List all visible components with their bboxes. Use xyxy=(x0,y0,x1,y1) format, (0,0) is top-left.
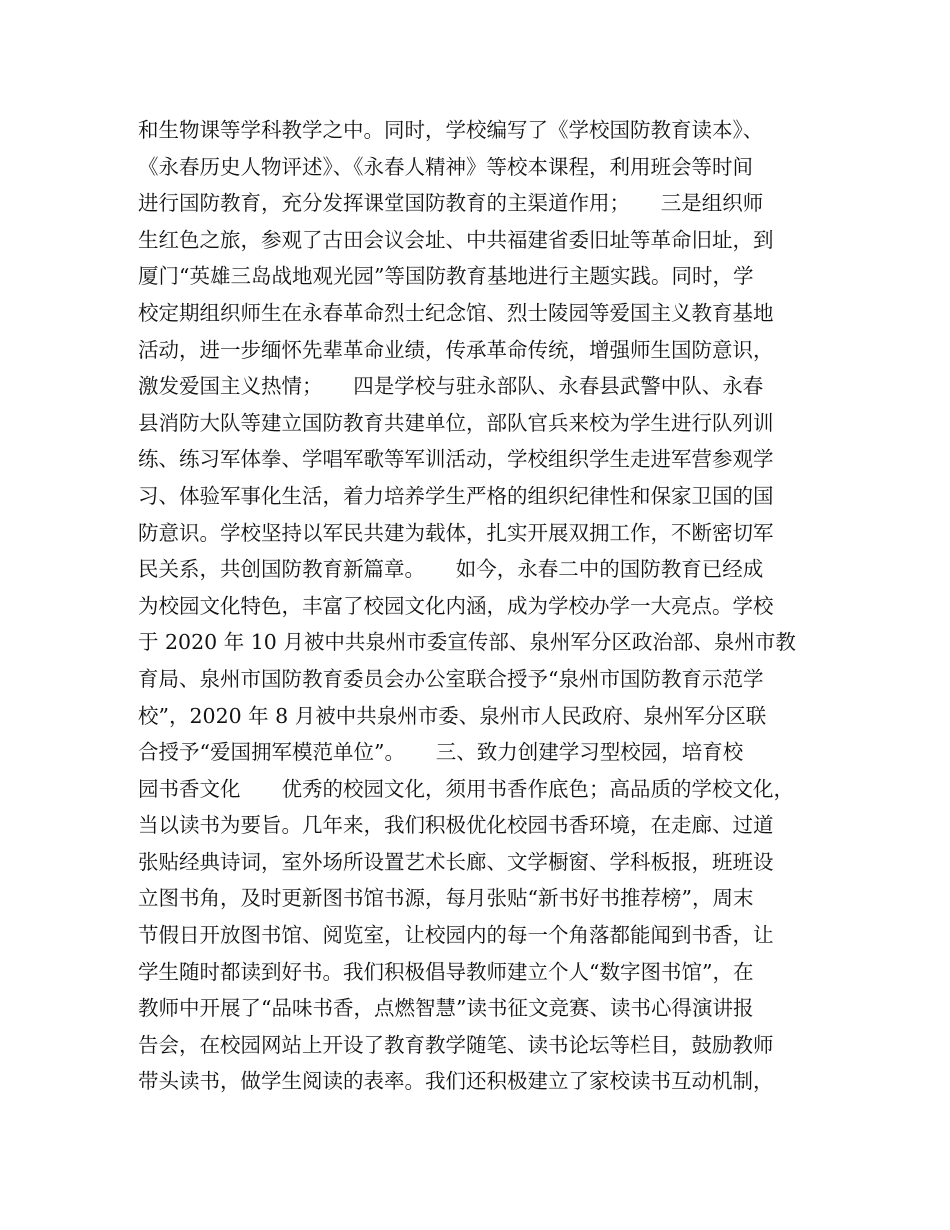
text-line: 县消防大队等建立国防教育共建单位，部队官兵来校为学生进行队列训 xyxy=(138,410,774,435)
text-line: 生红色之旅，参观了古田会议会址、中共福建省委旧址等革命旧址，到 xyxy=(138,227,774,252)
text-line: 告会，在校园网站上开设了教育教学随笔、读书论坛等栏目，鼓励教师 xyxy=(138,1032,774,1057)
text-line: 民关系，共创国防教育新篇章。 如今，永春二中的国防教育已经成 xyxy=(138,557,764,582)
text-line: 张贴经典诗词，室外场所设置艺术长廊、文学橱窗、学科板报，班班设 xyxy=(138,849,774,874)
text-line: 节假日开放图书馆、阅览室，让校园内的每一个角落都能闻到书香，让 xyxy=(138,923,774,948)
text-line: 激发爱国主义热情； 四是学校与驻永部队、永春县武警中队、永春 xyxy=(138,374,764,399)
text-line: 于 2020 年 10 月被中共泉州市委宣传部、泉州军分区政治部、泉州市教 xyxy=(138,630,796,655)
text-line: 厦门“英雄三岛战地观光园”等国防教育基地进行主题实践。同时，学 xyxy=(138,264,754,289)
text-line: 学生随时都读到好书。我们积极倡导教师建立个人“数字图书馆”，在 xyxy=(138,959,754,984)
text-line: 习、体验军事化生活，着力培养学生严格的组织纪律性和保家卫国的国 xyxy=(138,483,774,508)
text-line: 育局、泉州市国防教育委员会办公室联合授予“泉州市国防教育示范学 xyxy=(138,666,764,691)
text-line: 立图书角，及时更新图书馆书源，每月张贴“新书好书推荐榜”，周末 xyxy=(138,886,754,911)
text-line: 园书香文化 优秀的校园文化，须用书香作底色；高品质的学校文化， xyxy=(138,776,794,801)
text-line: 练、练习军体拳、学唱军歌等军训活动，学校组织学生走进军营参观学 xyxy=(138,447,774,472)
text-line: 校定期组织师生在永春革命烈士纪念馆、烈士陵园等爱国主义教育基地 xyxy=(138,300,774,325)
text-line: 进行国防教育，充分发挥课堂国防教育的主渠道作用； 三是组织师 xyxy=(138,191,764,216)
text-line: 为校园文化特色，丰富了校园文化内涵，成为学校办学一大亮点。学校 xyxy=(138,593,774,618)
text-line: 带头读书，做学生阅读的表率。我们还积极建立了家校读书互动机制， xyxy=(138,1069,774,1094)
text-line: 和生物课等学科教学之中。同时，学校编写了《学校国防教育读本》、 xyxy=(138,118,764,142)
text-line: 《永春历史人物评述》、《永春人精神》等校本课程，利用班会等时间 xyxy=(138,154,753,179)
text-line: 校”，2020 年 8 月被中共泉州市委、泉州市人民政府、泉州军分区联 xyxy=(138,703,767,728)
body-text xyxy=(138,112,828,1100)
text-line: 教师中开展了“品味书香，点燃智慧”读书征文竞赛、读书心得演讲报 xyxy=(138,996,754,1021)
text-line: 合授予“爱国拥军模范单位”。 三、致力创建学习型校园，培育校 xyxy=(138,740,744,765)
text-line: 防意识。学校坚持以军民共建为载体，扎实开展双拥工作，不断密切军 xyxy=(138,520,774,545)
text-line: 活动，进一步缅怀先辈革命业绩，传承革命传统，增强师生国防意识， xyxy=(138,337,774,362)
text-line: 当以读书为要旨。几年来，我们积极优化校园书香环境，在走廊、过道 xyxy=(138,813,774,838)
